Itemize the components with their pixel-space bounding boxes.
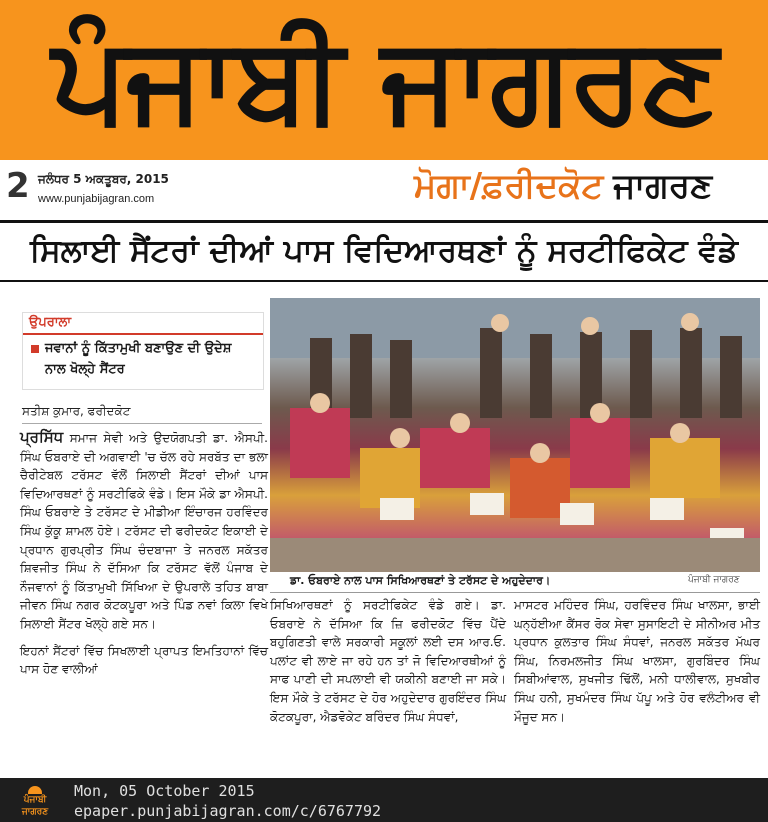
divider [23, 333, 263, 335]
dateline: ਜਲੰਧਰ 5 ਅਕਤੂਬਰ, 2015 [38, 172, 169, 186]
article-column-1 [20, 428, 268, 687]
byline: ਸਤੀਸ਼ ਕੁਮਾਰ, ਫਰੀਦਕੋਟ [22, 404, 131, 418]
edition-title [414, 164, 712, 208]
footer-url[interactable]: epaper.punjabijagran.com/c/6767792 [74, 802, 382, 820]
article-photo [270, 298, 760, 572]
masthead [0, 0, 768, 160]
headline: ਸਿਲਾਈ ਸੈਂਟਰਾਂ ਦੀਆਂ ਪਾਸ ਵਿਦਿਆਰਥਣਾਂ ਨੂੰ ਸਰਟੀਫਿਕੇਟ ਵੰਡੇ [30, 233, 738, 269]
article-column-2: ਸਿਖਿਆਰਥਣਾਂ ਨੂੰ ਸਰਟੀਫਿਕੇਟ ਵੰਡੇ ਗਏ। ਡਾ. ਓਬਰਾਏ ਨੇ ਦੱਸਿਆ ਕਿ ਜ਼ਿ ਫਰੀਦਕੋਟ ਵਿੱਚ ਪੈਂਦੇ ਬਹੁਗਿਣਤੀ ਵਾਲੇ ਸਰਕਾਰੀ ਸਕੂਲਾਂ ਲਈ ਦਸ ਆਰ.ਓ. ਪਲਾਂਟ ਵੀ ਲਾਏ ਜਾ ਰਹੇ ਹਨ ਤਾਂ ਜੋ ਵਿਦਿਆਰਥੀਆਂ ਨੂੰ ਸਾਫ ਪਾਣੀ ਦੀ ਸਪਲਾਈ ਵੀ ਯਕੀਨੀ ਬਣਾਈ ਜਾ ਸਕੇ। ਇਸ ਮੌਕੇ ਤੇ ਟਰੱਸਟ ਦੇ ਹੋਰ ਅਹੁਦੇਦਾਰ ਗੁਰਇੰਦਰ ਸਿੰਘ ਕੋਟਕਪੂਰਾ, ਐਡਵੋਕੇਟ ਬਰਿੰਦਰ ਸਿੰਘ ਸੰਧਵਾਂ, [270, 598, 506, 724]
article-paragraph: ਸਮਾਜ ਸੇਵੀ ਅਤੇ ਉਦਯੋਗਪਤੀ ਡਾ. ਐਸਪੀ. ਸਿੰਘ ਓਬਰਾਏ ਦੀ ਅਗਵਾਈ 'ਚ ਚੱਲ ਰਹੇ ਸਰਬੱਤ ਦਾ ਭਲਾ ਚੈਰੀਟੇਬਲ ਟਰੱਸਟ ਵੱਲੋਂ ਸਿਲਾਈ ਸੈਂਟਰਾਂ ਦੀਆਂ ਪਾਸ ਵਿਦਿਆਰਥਣਾਂ ਨੂੰ ਸਰਟੀਫਿਕੇ ਵੰਡੇ। ਇਸ ਮੌਕੇ ਡਾ ਐਸਪੀ. ਸਿੰਘ ਓਬਰਾਏ ਤੇ ਟਰੱਸਟ ਦੇ ਮੀਡੀਆ ਇੰਚਾਰਜ ਹਰਵਿੰਦਰ ਸਿੰਘ ਕੁੱਕੂ ਸ਼ਾਮਲ ਹੋਏ। ਟਰੱਸਟ ਦੀ ਫਰੀਦਕੋਟ ਇਕਾਈ ਦੇ ਪ੍ਰਧਾਨ ਗੁਰਪ੍ਰੀਤ ਸਿੰਘ ਚੰਦਬਾਜਾ ਤੇ ਜਨਰਲ ਸਕੱਤਰ ਸ਼ਿਵਜੀਤ ਸਿੰਘ ਨੇ ਦੱਸਿਆ ਕਿ ਟਰੱਸਟ ਵੱਲੋਂ ਪੰਜਾਬ ਦੇ ਨੌਜਵਾਨਾਂ ਨੂੰ ਕਿੱਤਾਮੁਖੀ ਸਿੱਖਿਆ ਦੇ ਉਪਰਾਲੇ ਤਹਿਤ ਬਾਬਾ ਜੀਵਨ ਸਿੰਘ ਨਗਰ ਕੋਟਕਪੂਰਾ ਅਤੇ ਪਿੰਡ ਨਵਾਂ ਕਿਲਾ ਵਿਖੇ ਸਿਲਾਈ ਸੈਂਟਰ ਖੋਲ੍ਹੇ ਗਏ ਸਨ। [20, 431, 268, 631]
edition-city: ਮੋਗਾ/ਫ਼ਰੀਦਕੋਟ [414, 166, 604, 206]
edition-brand: ਜਾਗਰਣ [613, 166, 713, 206]
newspaper-title: ਪੰਜਾਬੀ ਜਾਗਰਣ [51, 10, 717, 148]
divider [0, 280, 768, 282]
divider [0, 220, 768, 223]
highlights-text: ਜਵਾਨਾਂ ਨੂੰ ਕਿੱਤਾਮੁਖੀ ਬਣਾਉਣ ਦੀ ਉਦੇਸ਼ ਨਾਲ ਖੋਲ੍ਹੇ ਸੈਂਟਰ [45, 341, 232, 377]
bullet-icon [31, 345, 39, 353]
footer-logo [10, 786, 60, 816]
website: www.punjabijagran.com [38, 193, 155, 205]
article-column-3: ਮਾਸਟਰ ਮਹਿੰਦਰ ਸਿੰਘ, ਹਰਵਿੰਦਰ ਸਿੰਘ ਖਾਲਸਾ, ਭਾਈ ਘਨ੍ਹੱਈਆ ਕੈਂਸਰ ਰੋਕ ਸੇਵਾ ਸੁਸਾਇਟੀ ਦੇ ਸੀਨੀਅਰ ਮੀਤ ਪ੍ਰਧਾਨ ਕੁਲਤਾਰ ਸਿੰਘ ਸੰਧਵਾਂ, ਜਨਰਲ ਸਕੱਤਰ ਮੱਘਰ ਸਿੰਘ, ਨਿਰਮਲਜੀਤ ਸਿੰਘ ਖਾਲਸਾ, ਗੁਰਬਿੰਦਰ ਸਿੰਘ ਸਿਬੀਆਂਵਾਲ, ਸੁਖਜੀਤ ਢਿੱਲੋਂ, ਮਨੀ ਧਾਲੀਵਾਲ, ਸੁਖਬੀਰ ਸਿੰਘ ਹਨੀ, ਸੁਖਮੰਦਰ ਸਿੰਘ ਪੱਪੂ ਅਤੇ ਹੋਰ ਵਲੰਟੀਅਰ ਵੀ ਮੌਜੂਦ ਸਨ। [514, 598, 760, 724]
group-photo-image [270, 298, 760, 572]
page-number: 2 [6, 166, 30, 206]
photo-credit: ਪੰਜਾਬੀ ਜਾਗਰਣ [688, 575, 740, 585]
highlights-box [22, 312, 264, 390]
footer-logo-text: ਪੰਜਾਬੀ ਜਾਗਰਣ [21, 795, 49, 817]
article-paragraph: ਇਹਨਾਂ ਸੈਂਟਰਾਂ ਵਿੱਚ ਸਿਖਲਾਈ ਪ੍ਰਾਪਤ ਇਮਤਿਹਾਨਾਂ ਵਿੱਚ ਪਾਸ ਹੋਣ ਵਾਲੀਆਂ [20, 643, 268, 677]
sun-icon [28, 786, 42, 794]
highlights-label: ਉਪਰਾਲਾ [29, 315, 72, 330]
divider [270, 592, 760, 593]
dropcap-word: ਪ੍ਰਸਿੱਧ [20, 428, 64, 446]
divider [22, 423, 262, 424]
footer-date: Mon, 05 October 2015 [74, 782, 255, 800]
photo-caption: ਡਾ. ਓਬਰਾਏ ਨਾਲ ਪਾਸ ਸਿਖਿਆਰਥਣਾਂ ਤੇ ਟਰੱਸਟ ਦੇ ਅਹੁਦੇਦਾਰ। [290, 574, 551, 587]
